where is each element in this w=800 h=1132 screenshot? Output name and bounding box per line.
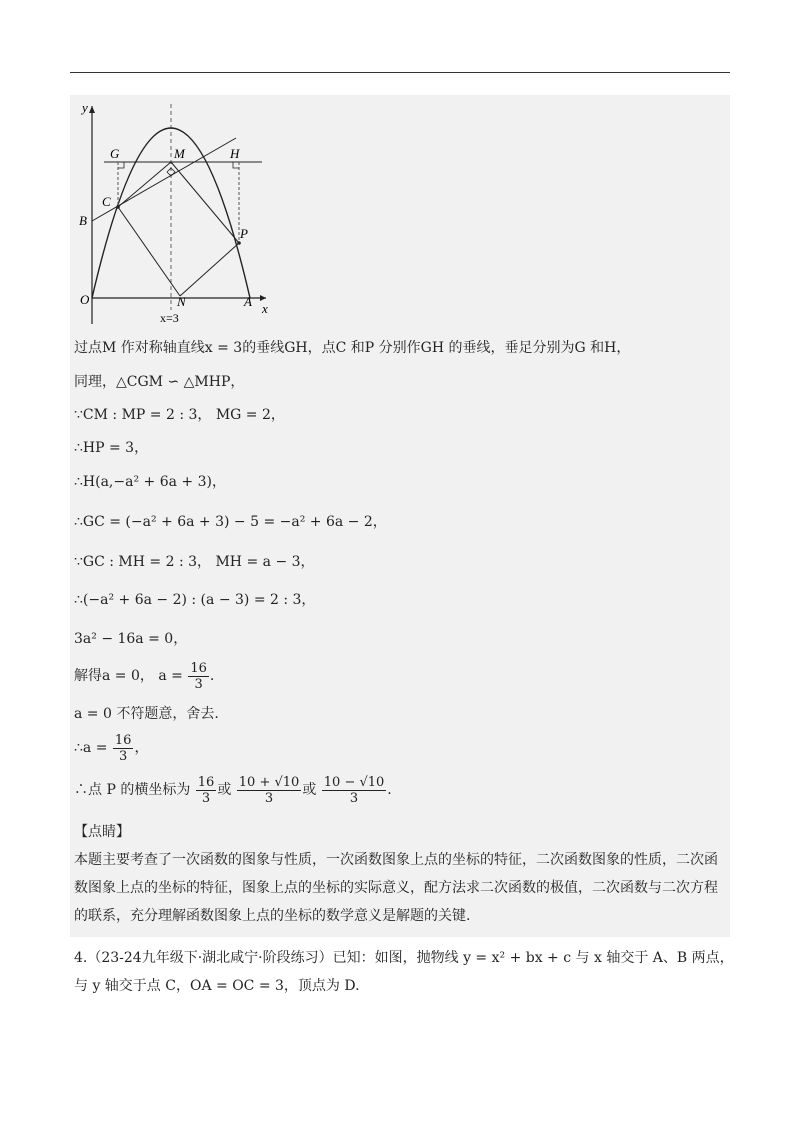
figure-svg: [76, 98, 276, 328]
fraction-numerator: 10 − √10: [323, 774, 385, 790]
label-o: O: [80, 292, 90, 307]
line-10-text: 解得a = 0， a =: [74, 668, 183, 684]
fraction-numerator: 10 + √10: [238, 774, 300, 790]
line-13-end: .: [387, 782, 392, 798]
solution-line-13: [74, 772, 392, 808]
question-4: 4.（23-24九年级下·湖北咸宁·阶段练习）已知：如图，抛物线 y = x² + bx + c 与 x 轴交于 A、B 两点，与 y 轴交于点 C，OA = OC = 3，顶点为 D.: [74, 950, 734, 994]
point-p: [237, 241, 241, 245]
segment-mp: [171, 162, 239, 243]
solution-line-7: ∵GC : MH = 2 : 3， MH = a − 3，: [74, 554, 315, 570]
point-c: [116, 205, 120, 209]
comment-heading: 【点睛】: [74, 824, 130, 840]
label-y: y: [82, 100, 88, 115]
fraction-denominator: 3: [201, 790, 211, 806]
solution-line-4: ∴HP = 3，: [74, 440, 149, 456]
line-13-text: ∴点 P 的横坐标为: [74, 782, 191, 798]
segment-np: [180, 243, 239, 296]
fraction-denominator: 3: [264, 790, 274, 806]
solution-line-3: ∵CM : MP = 2 : 3， MG = 2，: [74, 407, 285, 423]
label-b: B: [79, 213, 87, 228]
line-10-end: .: [209, 668, 215, 684]
solution-line-12: [74, 730, 148, 766]
label-g: G: [110, 146, 120, 161]
label-n: N: [177, 294, 186, 309]
fraction-denominator: 3: [349, 790, 359, 806]
right-angle-h: [233, 162, 239, 168]
label-m: M: [174, 146, 185, 161]
label-a: A: [244, 294, 252, 309]
line-12-text: ∴a =: [74, 740, 108, 756]
solution-line-9: 3a² − 16a = 0，: [74, 631, 188, 647]
fraction-16-3: [113, 733, 134, 764]
y-arrow: [89, 106, 95, 113]
or-text: 或: [217, 782, 232, 798]
solution-line-2: 同理，△CGM ∽ △MHP，: [74, 374, 245, 390]
solution-line-5: ∴H(a,−a² + 6a + 3)，: [74, 474, 226, 490]
label-h: H: [230, 146, 240, 161]
fraction-16-3: [188, 661, 209, 692]
label-axis-eq: x=3: [160, 311, 179, 325]
solution-line-11: a = 0 不符题意，舍去.: [74, 706, 219, 722]
fraction-denominator: 3: [119, 748, 128, 764]
fraction-numerator: 16: [190, 660, 207, 676]
solution-line-10: [74, 658, 214, 694]
or-text: 或: [302, 782, 317, 798]
solution-line-8: ∴(−a² + 6a − 2) : (a − 3) = 2 : 3，: [74, 592, 316, 608]
label-x: x: [262, 301, 268, 316]
label-c: C: [102, 194, 111, 209]
fraction-10-plus-sqrt10: [237, 775, 302, 806]
line-12-end: ，: [134, 740, 149, 756]
header-rule: [70, 72, 730, 73]
fraction-numerator: 16: [197, 774, 215, 790]
fraction-denominator: 3: [194, 676, 203, 692]
solution-line-1: 过点M 作对称轴直线x = 3的垂线GH，点C 和P 分别作GH 的垂线，垂足分别为G 和H，: [74, 340, 631, 356]
right-angle-g: [118, 162, 124, 168]
label-p: P: [240, 226, 248, 241]
comment-body: 本题主要考查了一次函数的图象与性质，一次函数图象上点的坐标的特征，二次函数图象的性质，二次函数图象上点的坐标的特征，图象上点的坐标的实际意义，配方法求二次函数的极值，二次函数与二次方程的联系，充分理解函数图象上点的坐标的数学意义是解题的关键.: [74, 852, 718, 924]
parabola-figure: [76, 98, 276, 328]
solution-line-6: ∴GC = (−a² + 6a + 3) − 5 = −a² + 6a − 2，: [74, 514, 387, 530]
fraction-10-minus-sqrt10: [322, 775, 387, 806]
fraction-numerator: 16: [114, 732, 132, 748]
fraction-16-3: [196, 775, 217, 806]
